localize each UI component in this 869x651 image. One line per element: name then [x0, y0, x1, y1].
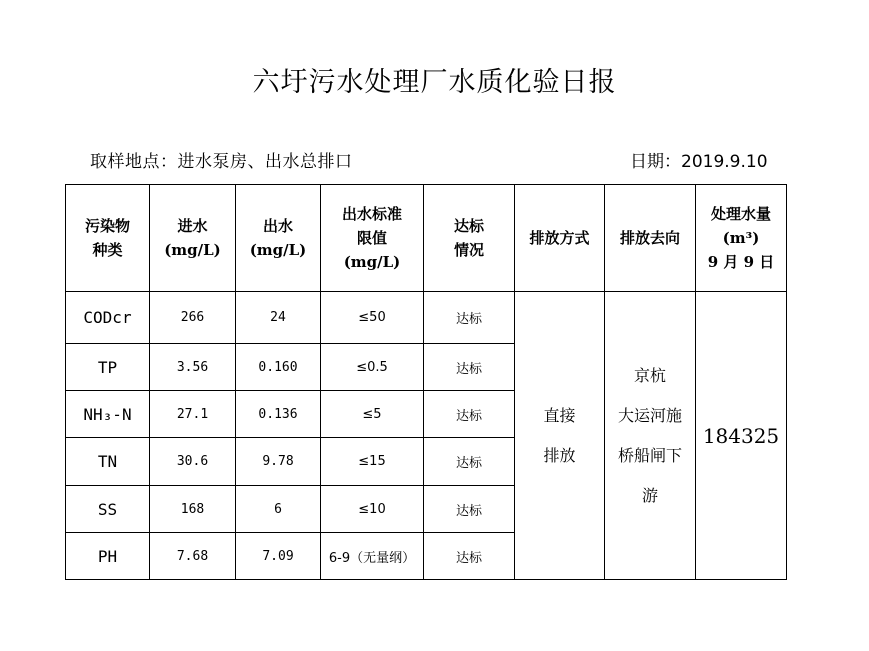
inflow-value: 30.6	[150, 438, 236, 486]
header-discharge-destination: 排放去向	[605, 185, 696, 292]
limit-value: ≤10	[321, 486, 424, 533]
status-value: 达标	[424, 438, 515, 486]
discharge-destination-cell: 京杭 大运河施 桥船闸下 游	[605, 292, 696, 580]
status-value: 达标	[424, 391, 515, 438]
outflow-value: 0.136	[236, 391, 321, 438]
treated-volume-cell: 184325	[696, 292, 787, 580]
header-limit: 出水标准 限值 (mg/L)	[321, 185, 424, 292]
outflow-value: 0.160	[236, 344, 321, 391]
inflow-value: 7.68	[150, 533, 236, 580]
limit-value: ≤50	[321, 292, 424, 344]
limit-value: ≤0.5	[321, 344, 424, 391]
report-title: 六圩污水处理厂水质化验日报	[252, 67, 617, 98]
status-value: 达标	[424, 533, 515, 580]
inflow-value: 168	[150, 486, 236, 533]
water-quality-table	[65, 184, 787, 580]
outflow-value: 9.78	[236, 438, 321, 486]
status-value: 达标	[424, 486, 515, 533]
outflow-value: 24	[236, 292, 321, 344]
header-inflow: 进水 (mg/L)	[150, 185, 236, 292]
table-row	[66, 292, 787, 344]
header-pollutant: 污染物 种类	[66, 185, 150, 292]
pollutant-name: CODcr	[66, 292, 150, 344]
status-value: 达标	[424, 292, 515, 344]
header-status: 达标 情况	[424, 185, 515, 292]
discharge-method-cell: 直接 排放	[515, 292, 605, 580]
header-volume: 处理水量 (m³) 9 月 9 日	[696, 185, 787, 292]
inflow-value: 3.56	[150, 344, 236, 391]
outflow-value: 6	[236, 486, 321, 533]
inflow-value: 266	[150, 292, 236, 344]
pollutant-name: TN	[66, 438, 150, 486]
status-value: 达标	[424, 344, 515, 391]
header-outflow: 出水 (mg/L)	[236, 185, 321, 292]
pollutant-name: TP	[66, 344, 150, 391]
pollutant-name: PH	[66, 533, 150, 580]
sampling-location: 取样地点：进水泵房、出水总排口	[90, 152, 353, 172]
pollutant-name: SS	[66, 486, 150, 533]
limit-value: ≤5	[321, 391, 424, 438]
outflow-value: 7.09	[236, 533, 321, 580]
report-date: 日期：2019.9.10	[630, 152, 768, 172]
limit-value: ≤15	[321, 438, 424, 486]
pollutant-name: NH₃-N	[66, 391, 150, 438]
inflow-value: 27.1	[150, 391, 236, 438]
header-discharge-method: 排放方式	[515, 185, 605, 292]
header-row	[66, 185, 787, 292]
limit-value: 6-9（无量纲）	[321, 533, 424, 580]
